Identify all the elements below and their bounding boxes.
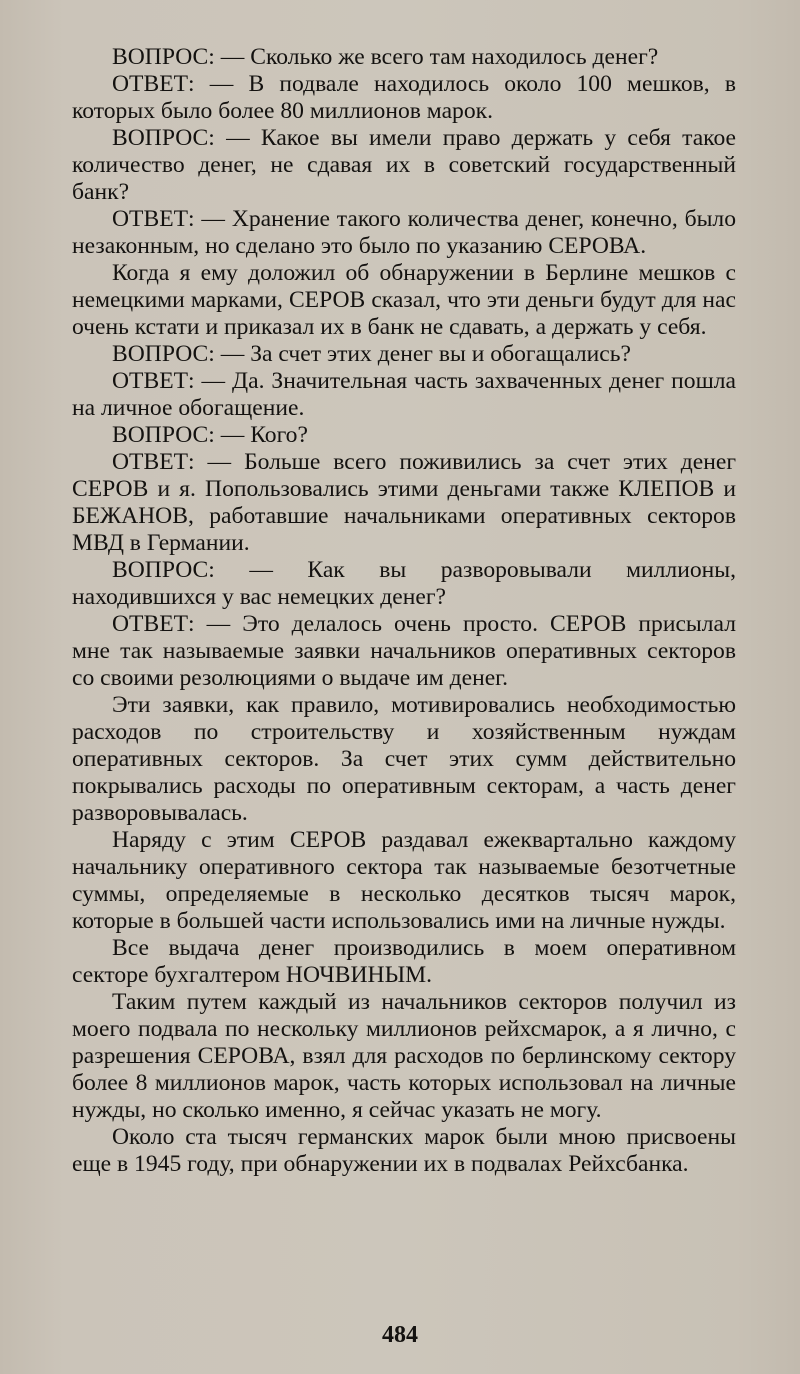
page-body-text: [72, 44, 736, 1178]
paragraph: ОТВЕТ: — В подвале находилось около 100 мешков, в которых было более 80 миллионов марок.: [72, 71, 736, 124]
paragraph: Когда я ему доложил об обнаружении в Берлине мешков с немецкими марками, СЕРОВ сказал, что эти деньги будут для нас очень кстати и приказал их в банк не сдавать, а держать у себя.: [72, 260, 736, 340]
paragraph: ВОПРОС: — Кого?: [112, 422, 308, 448]
paragraph: Эти заявки, как правило, мотивировались необходимостью расходов по строительству и хозяйственным нуждам оперативных секторов. За счет этих сумм действительно покрывались расходы по оперативным секторам, а часть денег разворовывалась.: [72, 692, 736, 826]
paragraph: ВОПРОС: — За счет этих денег вы и обогащались?: [112, 341, 631, 367]
paragraph: ВОПРОС: — Какое вы имели право держать у себя такое количество денег, не сдавая их в советский государственный банк?: [72, 125, 736, 205]
paragraph: ВОПРОС: — Как вы разворовывали миллионы, находившихся у вас немецких денег?: [72, 557, 736, 610]
paragraph: ОТВЕТ: — Это делалось очень просто. СЕРОВ присылал мне так называемые заявки начальников оперативных секторов со своими резолюциями о выдаче им денег.: [72, 611, 736, 691]
paragraph: ОТВЕТ: — Хранение такого количества денег, конечно, было незаконным, но сделано это было по указанию СЕРОВА.: [72, 206, 736, 259]
page-number: 484: [382, 1322, 418, 1348]
paragraph: Таким путем каждый из начальников секторов получил из моего подвала по нескольку миллионов рейхсмарок, а я лично, с разрешения СЕРОВА, взял для расходов по берлинскому сектору более 8 миллионов марок, часть которых использовал на личные нужды, но сколько именно, я сейчас указать не могу.: [72, 989, 736, 1123]
paragraph: ОТВЕТ: — Да. Значительная часть захваченных денег пошла на личное обогащение.: [72, 368, 736, 421]
paragraph: Все выдача денег производились в моем оперативном секторе бухгалтером НОЧВИНЫМ.: [72, 935, 736, 988]
paragraph: Наряду с этим СЕРОВ раздавал ежеквартально каждому начальнику оперативного сектора так называемые безотчетные суммы, определяемые в несколько десятков тысяч марок, которые в большей части использовались ими на личные нужды.: [72, 827, 736, 934]
paragraph: ВОПРОС: — Сколько же всего там находилось денег?: [112, 44, 659, 70]
paragraph: Около ста тысяч германских марок были мною присвоены еще в 1945 году, при обнаружении их в подвалах Рейхсбанка.: [72, 1124, 736, 1177]
paragraph: ОТВЕТ: — Больше всего поживились за счет этих денег СЕРОВ и я. Попользовались этими деньгами также КЛЕПОВ и БЕЖАНОВ, работавшие начальниками оперативных секторов МВД в Германии.: [72, 449, 736, 556]
